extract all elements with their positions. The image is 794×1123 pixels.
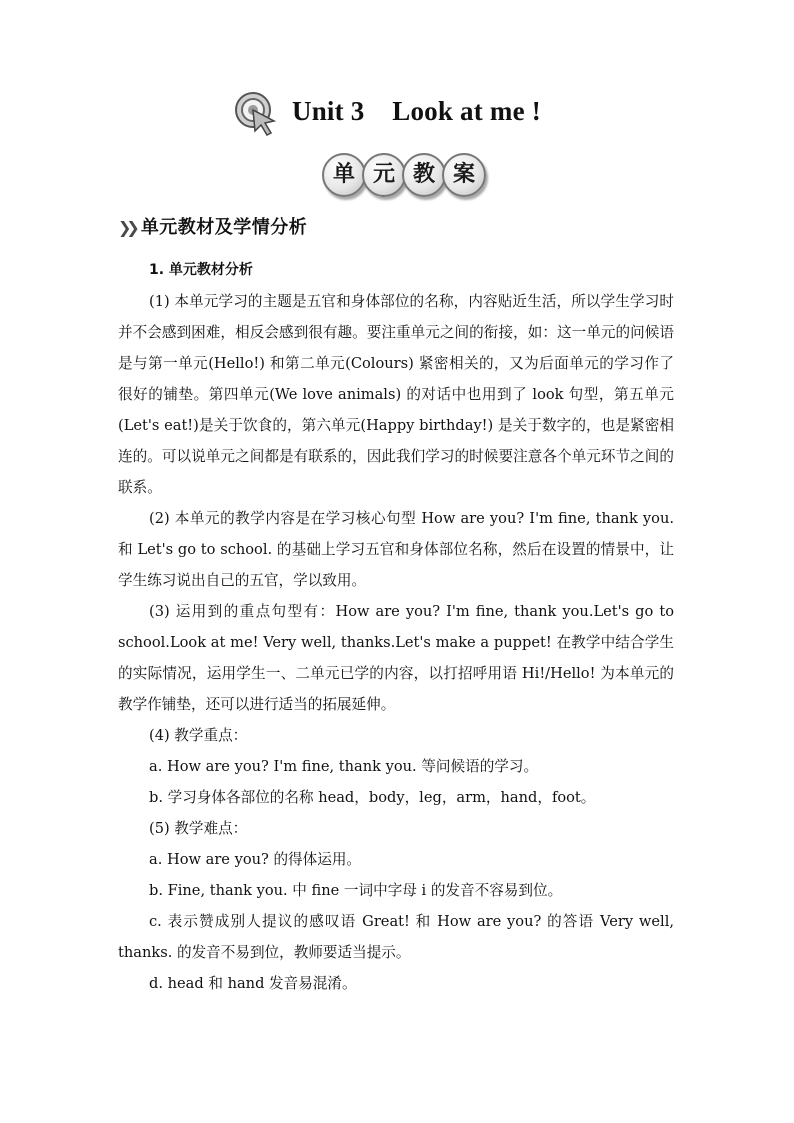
double-chevron-icon: ❯❯ xyxy=(118,218,135,237)
key-point-b: b. 学习身体各部位的名称 head，body，leg，arm，hand，foot。 xyxy=(149,789,596,806)
section-heading xyxy=(118,213,307,239)
title-row xyxy=(0,88,794,138)
paragraph-3: (3) 运用到的重点句型有：How are you? I'm fine, thank you.Let's go to school.Look at me! Very well, thanks.Let's make a puppet! 在教学中结合学生的实际情况，运用学生一、二单元已学的内容，以打招呼用语 Hi!/Hello! 为本单元的教学作铺垫，还可以进行适当的拓展延伸。 xyxy=(118,603,674,713)
paragraph-1: (1) 本单元学习的主题是五官和身体部位的名称，内容贴近生活，所以学生学习时并不会感到困难，相反会感到很有趣。要注重单元之间的衔接，如：这一单元的问候语是与第一单元(Hello!) 和第二单元(Colours) 紧密相关的，又为后面单元的学习作了很好的铺垫。第四单元(We love animals) 的对话中也用到了 look 句型，第五单元(Let's eat!)是关于饮食的，第六单元(Happy birthday!) 是关于数字的，也是紧密相连的。可以说单元之间都是有联系的，因此我们学习的时候要注意各个单元环节之间的联系。 xyxy=(118,293,674,496)
section-heading-text: 单元教材及学情分析 xyxy=(140,217,308,238)
difficulty-a: a. How are you? 的得体运用。 xyxy=(149,851,362,868)
banner-char: 案 xyxy=(442,153,486,197)
difficulty-b: b. Fine, thank you. 中 fine 一词中字母 i 的发音不容易到位。 xyxy=(149,882,563,899)
key-points-heading: (4) 教学重点： xyxy=(149,727,248,744)
key-point-a: a. How are you? I'm fine, thank you. 等问候语的学习。 xyxy=(149,758,539,775)
page-title: Unit 3 Look at me ! xyxy=(292,96,541,126)
difficulties-heading: (5) 教学难点： xyxy=(149,820,248,837)
document-body xyxy=(118,255,674,999)
banner-char: 单 xyxy=(322,153,366,197)
target-cursor-icon xyxy=(234,91,280,137)
difficulty-d: d. head 和 hand 发音易混淆。 xyxy=(149,975,357,992)
banner-char: 元 xyxy=(362,153,406,197)
subheading: 1. 单元教材分析 xyxy=(149,262,253,278)
paragraph-2: (2) 本单元的教学内容是在学习核心句型 How are you? I'm fine, thank you.和 Let's go to school. 的基础上学习五官和身体部位名称，然后在设置的情景中，让学生练习说出自己的五官，学以致用。 xyxy=(118,510,674,589)
banner-char: 教 xyxy=(402,153,446,197)
difficulty-c: c. 表示赞成别人提议的感叹语 Great! 和 How are you? 的答语 Very well, thanks. 的发音不易到位，教师要适当提示。 xyxy=(118,913,674,961)
